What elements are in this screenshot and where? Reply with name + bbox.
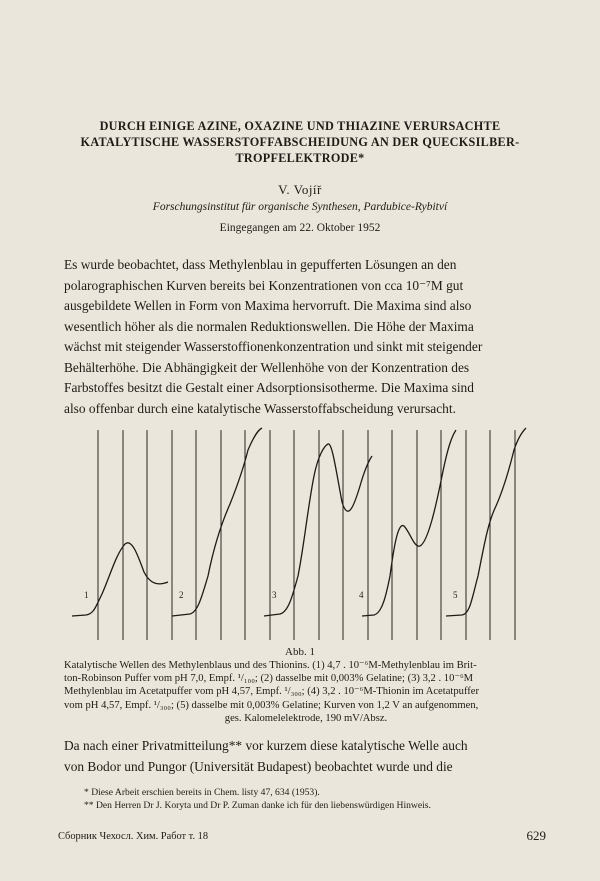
curve-label-3: 3	[272, 590, 277, 600]
curve-labels	[84, 590, 458, 600]
abstract	[64, 255, 546, 419]
polarographic-curves	[72, 428, 526, 616]
polarographic-curve-3	[264, 444, 372, 616]
abstract-line: Es wurde beobachtet, dass Methylenblau in gepufferten Lösungen an den	[64, 257, 457, 272]
polarographic-curve-5	[446, 428, 526, 616]
received-date: Eingegangen am 22. Oktober 1952	[219, 222, 381, 234]
footnotes	[84, 786, 544, 812]
abstract-line: polarographischen Kurven bereits bei Konzentrationen von cca 10⁻⁷M gut	[64, 277, 464, 293]
body-line: Da nach einer Privatmitteilung** vor kurzem diese katalytische Welle auch	[64, 738, 468, 753]
polarogram-plot	[68, 426, 528, 644]
abstract-line: also offenbar durch eine katalytische Wasserstoffabscheidung verursacht.	[64, 400, 456, 416]
abstract-line: Behälterhöhe. Die Abhängigkeit der Wellenhöhe von der Konzentration des	[64, 359, 470, 375]
page-footer	[58, 828, 546, 843]
abstract-line: wächst mit steigender Wasserstoffionenkonzentration und sinkt mit steigender	[64, 339, 483, 354]
curve-label-1: 1	[84, 590, 89, 600]
article-title	[40, 118, 560, 166]
body-line: von Bodor und Pungor (Universität Budapest) beobachtet wurde und die	[64, 759, 453, 774]
body-text	[64, 735, 546, 777]
footnote: ** Den Herren Dr J. Koryta und Dr P. Zuman danke ich für den liebenswürdigen Hinweis.	[84, 800, 431, 811]
abstract-line: wesentlich höher als die normalen Reduktionswellen. Die Höhe der Maxima	[64, 318, 474, 334]
caption-line: ges. Kalomelelektrode, 190 mV/Absz.	[224, 712, 388, 724]
author-name: V. Vojíř	[278, 182, 322, 197]
figure-label: Abb. 1	[285, 646, 315, 658]
caption-line: Katalytische Wellen des Methylenblaus und des Thionins. (1) 4,7 . 10⁻⁶M-Methylenblau im Brit-	[64, 660, 477, 671]
polarographic-curve-1	[72, 543, 168, 616]
title-line: DURCH EINIGE AZINE, OXAZINE UND THIAZINE VERURSACHTE	[99, 119, 501, 133]
polarographic-curve-2	[172, 428, 262, 616]
caption-line: ton-Robinson Puffer vom pH 7,0, Empf. ¹/₁₀₀; (2) dasselbe mit 0,003% Gelatine; (3) 3,2 . 10⁻⁶M	[64, 673, 474, 685]
curve-label-2: 2	[179, 590, 184, 600]
caption-line: Methylenblau im Acetatpuffer vom pH 4,57, Empf. ¹/₃₀₀; (4) 3,2 . 10⁻⁶M-Thionin im Acetatpuffer	[64, 686, 480, 698]
journal-name: Сборник Чехосл. Хим. Работ т. 18	[58, 831, 209, 842]
page-number: 629	[526, 828, 546, 843]
author-institute: Forschungsinstitut für organische Synthesen, Pardubice-Rybitví	[152, 201, 448, 213]
caption-line: vom pH 4,57, Empf. ¹/₃₀₀; (5) dasselbe mit 0,003% Gelatine; Kurven von 1,2 V an aufgenommen,	[64, 699, 479, 711]
title-line: KATALYTISCHE WASSERSTOFFABSCHEIDUNG AN DER QUECKSILBER-	[80, 135, 520, 149]
figure-caption	[64, 659, 548, 725]
curve-label-4: 4	[359, 590, 364, 600]
abstract-line: Farbstoffes besitzt die Gestalt einer Adsorptionsisotherme. Die Maxima sind	[64, 380, 474, 395]
polarographic-curve-4	[362, 430, 456, 616]
abstract-line: ausgebildete Wellen in Form von Maxima hervorruft. Die Maxima sind also	[64, 298, 472, 313]
title-line: TROPFELEKTRODE*	[235, 151, 365, 165]
footnote: * Diese Arbeit erschien bereits in Chem. listy 47, 634 (1953).	[84, 787, 320, 798]
polarogram-figure	[68, 426, 528, 644]
curve-label-5: 5	[453, 590, 458, 600]
abscissa-lines	[98, 430, 515, 640]
